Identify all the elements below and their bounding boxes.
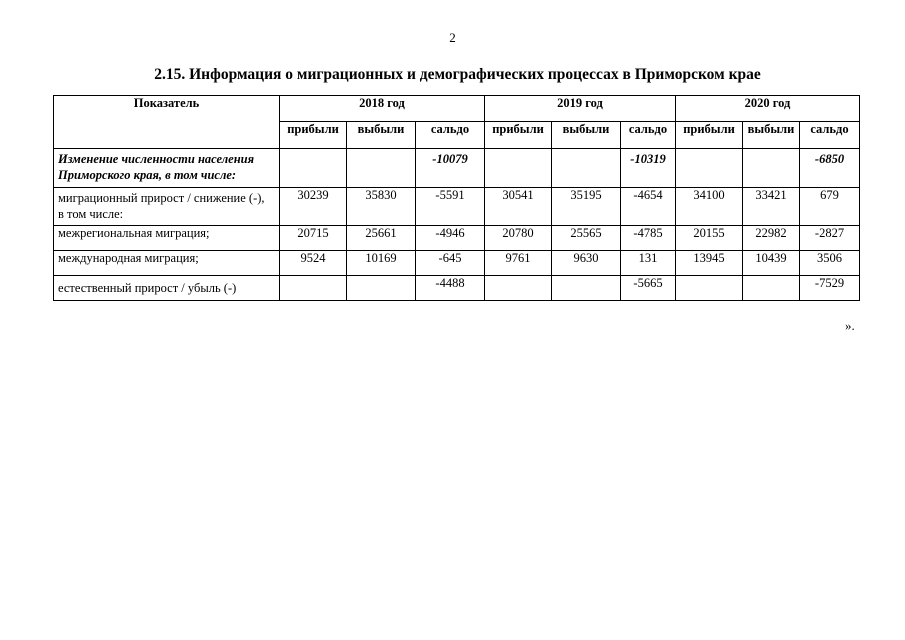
table-cell: 34100: [676, 188, 743, 226]
table-cell: 10169: [347, 251, 416, 276]
table-cell: -2827: [800, 226, 860, 251]
header-row-years: [54, 96, 860, 122]
row-label: [54, 149, 280, 188]
subheader-balance: сальдо: [416, 122, 485, 149]
table-cell: [280, 149, 347, 188]
row-label: межрегиональная миграция;: [54, 226, 280, 251]
row-label: [54, 188, 280, 226]
subheader-arrived: прибыли: [280, 122, 347, 149]
subheader-balance: сальдо: [800, 122, 860, 149]
table-cell: [485, 149, 552, 188]
migration-table: [53, 95, 860, 301]
table-cell: 33421: [743, 188, 800, 226]
row-label: международная миграция;: [54, 251, 280, 276]
table-cell: -645: [416, 251, 485, 276]
document-title: 2.15. Информация о миграционных и демографических процессах в Приморском крае: [154, 66, 761, 83]
table-cell: [743, 149, 800, 188]
table-cell: 35830: [347, 188, 416, 226]
subheader-departed: выбыли: [743, 122, 800, 149]
subheader-departed: выбыли: [347, 122, 416, 149]
closing-quote-mark: ».: [845, 318, 855, 333]
table-cell: 20780: [485, 226, 552, 251]
table-row-population-change: [54, 149, 860, 188]
table-cell: [485, 276, 552, 301]
table-row-natural-growth: [54, 276, 860, 301]
table-row-migration-growth: [54, 188, 860, 226]
table-cell: [552, 276, 621, 301]
table-cell: -5665: [621, 276, 676, 301]
table-cell: [280, 276, 347, 301]
table-cell: 35195: [552, 188, 621, 226]
row-label-line: Изменение численности населения: [58, 152, 255, 166]
table-row-international: [54, 251, 860, 276]
table-cell: 25661: [347, 226, 416, 251]
row-label-line: в том числе:: [58, 207, 124, 221]
subheader-arrived: прибыли: [676, 122, 743, 149]
subheader-arrived: прибыли: [485, 122, 552, 149]
row-label-line: Приморского края, в том числе:: [58, 168, 237, 182]
table-cell: [347, 149, 416, 188]
table-cell: [743, 276, 800, 301]
table-cell: 30239: [280, 188, 347, 226]
table-cell: [347, 276, 416, 301]
table-cell: [552, 149, 621, 188]
table-cell: 131: [621, 251, 676, 276]
year-header-2018: 2018 год: [280, 96, 485, 122]
table-cell: 679: [800, 188, 860, 226]
table-cell: 13945: [676, 251, 743, 276]
indicator-header: Показатель: [54, 96, 280, 149]
subheader-balance: сальдо: [621, 122, 676, 149]
table-cell: 20715: [280, 226, 347, 251]
year-header-2020: 2020 год: [676, 96, 860, 122]
table-cell: -4946: [416, 226, 485, 251]
table-cell: -4785: [621, 226, 676, 251]
year-header-2019: 2019 год: [485, 96, 676, 122]
table-cell: 9630: [552, 251, 621, 276]
table-cell: -10319: [621, 149, 676, 188]
table-cell: 10439: [743, 251, 800, 276]
table-cell: 25565: [552, 226, 621, 251]
table-cell: 3506: [800, 251, 860, 276]
table-cell: 20155: [676, 226, 743, 251]
table-cell: -5591: [416, 188, 485, 226]
table-cell: 9524: [280, 251, 347, 276]
table-cell: 30541: [485, 188, 552, 226]
page-number: 2: [449, 30, 456, 45]
subheader-departed: выбыли: [552, 122, 621, 149]
row-label: естественный прирост / убыль (-): [54, 276, 280, 301]
table-cell: 9761: [485, 251, 552, 276]
table-cell: -7529: [800, 276, 860, 301]
table-cell: 22982: [743, 226, 800, 251]
row-label-line: миграционный прирост / снижение (-),: [58, 191, 265, 205]
table-cell: -10079: [416, 149, 485, 188]
table-cell: -4488: [416, 276, 485, 301]
table-cell: [676, 149, 743, 188]
table-cell: -6850: [800, 149, 860, 188]
table-cell: -4654: [621, 188, 676, 226]
table-cell: [676, 276, 743, 301]
table-row-interregional: [54, 226, 860, 251]
